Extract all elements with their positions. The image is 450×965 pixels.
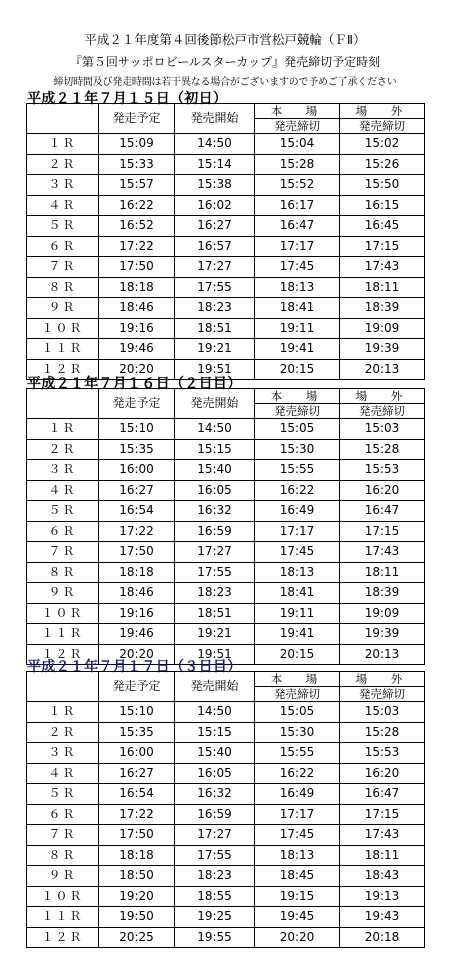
table-row: [27, 480, 425, 501]
off-track-close-cell: 18:11: [340, 562, 425, 583]
start-time-cell: 16:54: [99, 784, 175, 805]
start-time-cell: 18:50: [99, 866, 175, 887]
sales-open-cell: 16:05: [175, 763, 255, 784]
race-cell: ２Ｒ: [27, 154, 99, 175]
table-row: [27, 784, 425, 805]
sales-open-cell: 17:27: [175, 825, 255, 846]
sales-open-cell: 19:55: [175, 927, 255, 948]
main-venue-close-cell: 19:45: [255, 907, 340, 928]
race-cell: １２Ｒ: [27, 359, 99, 380]
off-track-close-cell: 19:39: [340, 339, 425, 360]
closing-label: 発売締切: [274, 687, 320, 701]
main-venue-close-cell: 20:15: [255, 359, 340, 380]
race-cell: ６Ｒ: [27, 804, 99, 825]
main-venue-close-cell: 15:55: [255, 460, 340, 481]
race-cell: ２Ｒ: [27, 439, 99, 460]
start-time-cell: 18:18: [99, 845, 175, 866]
sales-open-cell: 15:15: [175, 722, 255, 743]
table-row: [27, 460, 425, 481]
closing-label: 発売締切: [359, 119, 405, 133]
table-row: [27, 277, 425, 298]
race-cell: ５Ｒ: [27, 216, 99, 237]
race-cell: １２Ｒ: [27, 927, 99, 948]
sales-open-header: 発売開始: [175, 672, 255, 702]
off-track-close-cell: 19:13: [340, 886, 425, 907]
sales-open-cell: 16:32: [175, 784, 255, 805]
race-cell: ７Ｒ: [27, 542, 99, 563]
start-time-header: 発走予定: [99, 104, 175, 134]
table-row: [27, 562, 425, 583]
table-row: [27, 154, 425, 175]
start-time-cell: 17:22: [99, 521, 175, 542]
off-track-close-cell: 19:39: [340, 624, 425, 645]
sales-open-cell: 19:51: [175, 644, 255, 665]
start-time-cell: 16:00: [99, 460, 175, 481]
off-track-close-cell: 16:47: [340, 784, 425, 805]
off-track-close-cell: 17:15: [340, 521, 425, 542]
main-venue-close-cell: 17:45: [255, 542, 340, 563]
main-venue-close-cell: 18:45: [255, 866, 340, 887]
sales-open-cell: 17:55: [175, 277, 255, 298]
table-row: [27, 845, 425, 866]
main-venue-close-cell: 18:13: [255, 562, 340, 583]
race-header: [27, 672, 99, 702]
off-track-close-cell: 17:15: [340, 236, 425, 257]
main-venue-close-cell: 20:15: [255, 644, 340, 665]
sales-open-cell: 14:50: [175, 702, 255, 723]
main-venue-close-cell: 16:47: [255, 216, 340, 237]
closing-label: 発売締切: [359, 687, 405, 701]
race-cell: ９Ｒ: [27, 298, 99, 319]
race-cell: ５Ｒ: [27, 501, 99, 522]
off-track-label: 場 外: [340, 104, 424, 119]
race-cell: ８Ｒ: [27, 845, 99, 866]
start-time-cell: 15:35: [99, 722, 175, 743]
off-track-close-cell: 15:26: [340, 154, 425, 175]
race-cell: ９Ｒ: [27, 866, 99, 887]
document-subtitle: 『第５回サッポロビールスターカップ』発売締切予定時刻: [69, 55, 381, 69]
sales-open-cell: 19:51: [175, 359, 255, 380]
main-venue-close-cell: 16:17: [255, 195, 340, 216]
day-title: 平成２１年７月１６日（２日目）: [27, 376, 242, 392]
start-time-cell: 15:35: [99, 439, 175, 460]
start-time-cell: 19:16: [99, 318, 175, 339]
table-row: [27, 825, 425, 846]
race-cell: １１Ｒ: [27, 624, 99, 645]
main-venue-label: 本 場: [255, 104, 339, 119]
main-venue-close-cell: 19:41: [255, 624, 340, 645]
off-track-close-cell: 18:11: [340, 845, 425, 866]
start-time-header: 発走予定: [99, 389, 175, 419]
start-time-cell: 19:46: [99, 339, 175, 360]
race-cell: １１Ｒ: [27, 907, 99, 928]
race-cell: ７Ｒ: [27, 825, 99, 846]
main-venue-close-cell: 19:11: [255, 318, 340, 339]
main-venue-close-cell: 15:28: [255, 154, 340, 175]
sales-open-cell: 18:51: [175, 603, 255, 624]
start-time-cell: 17:50: [99, 825, 175, 846]
race-cell: １Ｒ: [27, 702, 99, 723]
race-cell: ４Ｒ: [27, 195, 99, 216]
sales-open-cell: 17:27: [175, 257, 255, 278]
main-venue-close-cell: 18:41: [255, 298, 340, 319]
race-cell: １Ｒ: [27, 134, 99, 155]
closing-label: 発売締切: [274, 404, 320, 418]
table-row: [27, 175, 425, 196]
race-cell: ９Ｒ: [27, 583, 99, 604]
sales-open-header: 発売開始: [175, 389, 255, 419]
table-row: [27, 257, 425, 278]
race-cell: １１Ｒ: [27, 339, 99, 360]
off-track-close-cell: 15:28: [340, 439, 425, 460]
start-time-cell: 19:20: [99, 886, 175, 907]
start-time-cell: 16:27: [99, 480, 175, 501]
main-venue-close-cell: 15:52: [255, 175, 340, 196]
main-venue-close-cell: 19:15: [255, 886, 340, 907]
sales-open-cell: 14:50: [175, 419, 255, 440]
table-row: [27, 542, 425, 563]
start-time-cell: 18:46: [99, 298, 175, 319]
table-row: [27, 702, 425, 723]
start-time-cell: 16:54: [99, 501, 175, 522]
off-track-close-cell: 19:09: [340, 603, 425, 624]
off-track-close-cell: 17:43: [340, 542, 425, 563]
main-venue-close-cell: 19:41: [255, 339, 340, 360]
race-cell: ８Ｒ: [27, 277, 99, 298]
main-venue-close-cell: 18:13: [255, 845, 340, 866]
sales-open-cell: 15:14: [175, 154, 255, 175]
off-track-close-cell: 18:43: [340, 866, 425, 887]
sales-open-cell: 15:15: [175, 439, 255, 460]
main-venue-close-cell: 16:22: [255, 763, 340, 784]
sales-open-cell: 18:23: [175, 866, 255, 887]
off-track-close-cell: 20:13: [340, 359, 425, 380]
table-row: [27, 763, 425, 784]
start-time-cell: 15:10: [99, 702, 175, 723]
start-time-cell: 19:46: [99, 624, 175, 645]
main-venue-close-cell: 16:49: [255, 784, 340, 805]
main-venue-close-cell: 15:04: [255, 134, 340, 155]
sales-open-cell: 17:55: [175, 845, 255, 866]
race-cell: １２Ｒ: [27, 644, 99, 665]
schedule-table: [26, 671, 425, 948]
sales-open-cell: 15:38: [175, 175, 255, 196]
start-time-cell: 16:52: [99, 216, 175, 237]
day-title: 平成２１年７月１７日（３日目）: [27, 659, 242, 675]
race-cell: ３Ｒ: [27, 743, 99, 764]
main-venue-close-cell: 20:20: [255, 927, 340, 948]
off-track-close-cell: 18:11: [340, 277, 425, 298]
main-venue-header: [255, 389, 340, 419]
race-header: [27, 104, 99, 134]
off-track-close-cell: 18:39: [340, 583, 425, 604]
start-time-cell: 20:20: [99, 644, 175, 665]
sales-open-cell: 15:40: [175, 743, 255, 764]
table-row: [27, 722, 425, 743]
off-track-close-cell: 16:20: [340, 763, 425, 784]
sales-open-cell: 16:59: [175, 521, 255, 542]
off-track-close-cell: 17:43: [340, 825, 425, 846]
table-row: [27, 927, 425, 948]
main-venue-close-cell: 17:45: [255, 825, 340, 846]
race-cell: １０Ｒ: [27, 318, 99, 339]
sales-open-cell: 18:23: [175, 583, 255, 604]
sales-open-cell: 16:32: [175, 501, 255, 522]
main-venue-close-cell: 16:49: [255, 501, 340, 522]
document-title: 平成２１年度第４回後節松戸市営松戸競輪（ＦⅡ）: [84, 32, 366, 47]
sales-open-header: 発売開始: [175, 104, 255, 134]
off-track-close-cell: 15:28: [340, 722, 425, 743]
main-venue-header: [255, 104, 340, 134]
table-row: [27, 501, 425, 522]
off-track-label: 場 外: [340, 672, 424, 687]
off-track-close-cell: 18:39: [340, 298, 425, 319]
race-cell: ５Ｒ: [27, 784, 99, 805]
sales-open-cell: 17:27: [175, 542, 255, 563]
race-cell: ２Ｒ: [27, 722, 99, 743]
sales-open-cell: 14:50: [175, 134, 255, 155]
table-row: [27, 419, 425, 440]
off-track-close-cell: 20:13: [340, 644, 425, 665]
table-header-row: [27, 672, 425, 702]
table-row: [27, 216, 425, 237]
off-track-label: 場 外: [340, 389, 424, 404]
notice-text: 締切時間及び発走時間は若干異なる場合がございますので予めご了承ください: [53, 77, 397, 88]
start-time-cell: 17:22: [99, 804, 175, 825]
main-venue-close-cell: 16:22: [255, 480, 340, 501]
off-track-close-cell: 15:03: [340, 702, 425, 723]
main-venue-close-cell: 18:41: [255, 583, 340, 604]
main-venue-close-cell: 17:17: [255, 236, 340, 257]
off-track-close-cell: 15:53: [340, 460, 425, 481]
table-row: [27, 866, 425, 887]
sales-open-cell: 16:27: [175, 216, 255, 237]
race-cell: ７Ｒ: [27, 257, 99, 278]
off-track-close-cell: 20:18: [340, 927, 425, 948]
off-track-close-cell: 19:09: [340, 318, 425, 339]
off-track-header: [340, 389, 425, 419]
start-time-cell: 16:22: [99, 195, 175, 216]
race-cell: ６Ｒ: [27, 236, 99, 257]
sales-open-cell: 16:59: [175, 804, 255, 825]
off-track-close-cell: 17:43: [340, 257, 425, 278]
race-header: [27, 389, 99, 419]
table-row: [27, 339, 425, 360]
off-track-close-cell: 15:53: [340, 743, 425, 764]
sales-open-cell: 17:55: [175, 562, 255, 583]
sales-open-cell: 16:57: [175, 236, 255, 257]
off-track-close-cell: 15:02: [340, 134, 425, 155]
start-time-cell: 19:16: [99, 603, 175, 624]
main-venue-close-cell: 15:30: [255, 439, 340, 460]
start-time-cell: 20:25: [99, 927, 175, 948]
table-row: [27, 134, 425, 155]
sales-open-cell: 18:55: [175, 886, 255, 907]
sales-open-cell: 15:40: [175, 460, 255, 481]
day-title: 平成２１年７月１５日（初日）: [27, 91, 228, 107]
table-row: [27, 583, 425, 604]
table-row: [27, 804, 425, 825]
main-venue-label: 本 場: [255, 672, 339, 687]
main-venue-close-cell: 15:05: [255, 702, 340, 723]
race-cell: １Ｒ: [27, 419, 99, 440]
start-time-cell: 18:18: [99, 277, 175, 298]
start-time-cell: 16:27: [99, 763, 175, 784]
sales-open-cell: 18:51: [175, 318, 255, 339]
off-track-close-cell: 15:03: [340, 419, 425, 440]
race-cell: ６Ｒ: [27, 521, 99, 542]
race-cell: ４Ｒ: [27, 480, 99, 501]
off-track-close-cell: 17:15: [340, 804, 425, 825]
race-cell: ４Ｒ: [27, 763, 99, 784]
main-venue-header: [255, 672, 340, 702]
start-time-header: 発走予定: [99, 672, 175, 702]
schedule-table: [26, 388, 425, 665]
main-venue-close-cell: 15:05: [255, 419, 340, 440]
sales-open-cell: 19:21: [175, 624, 255, 645]
table-header-row: [27, 389, 425, 419]
start-time-cell: 16:00: [99, 743, 175, 764]
off-track-close-cell: 19:43: [340, 907, 425, 928]
off-track-close-cell: 16:15: [340, 195, 425, 216]
start-time-cell: 20:20: [99, 359, 175, 380]
table-row: [27, 886, 425, 907]
main-venue-close-cell: 15:55: [255, 743, 340, 764]
sales-open-cell: 18:23: [175, 298, 255, 319]
off-track-header: [340, 104, 425, 134]
off-track-header: [340, 672, 425, 702]
sales-open-cell: 16:05: [175, 480, 255, 501]
race-cell: ３Ｒ: [27, 175, 99, 196]
off-track-close-cell: 16:20: [340, 480, 425, 501]
table-row: [27, 195, 425, 216]
table-row: [27, 298, 425, 319]
start-time-cell: 18:18: [99, 562, 175, 583]
table-row: [27, 236, 425, 257]
race-cell: １０Ｒ: [27, 603, 99, 624]
table-header-row: [27, 104, 425, 134]
start-time-cell: 15:10: [99, 419, 175, 440]
table-row: [27, 603, 425, 624]
main-venue-close-cell: 17:17: [255, 804, 340, 825]
sales-open-cell: 16:02: [175, 195, 255, 216]
off-track-close-cell: 16:47: [340, 501, 425, 522]
main-venue-close-cell: 17:17: [255, 521, 340, 542]
start-time-cell: 17:50: [99, 542, 175, 563]
table-row: [27, 521, 425, 542]
main-venue-close-cell: 17:45: [255, 257, 340, 278]
main-venue-close-cell: 19:11: [255, 603, 340, 624]
schedule-table: [26, 103, 425, 380]
off-track-close-cell: 15:50: [340, 175, 425, 196]
table-row: [27, 318, 425, 339]
start-time-cell: 17:22: [99, 236, 175, 257]
off-track-close-cell: 16:45: [340, 216, 425, 237]
sales-open-cell: 19:21: [175, 339, 255, 360]
table-row: [27, 624, 425, 645]
main-venue-label: 本 場: [255, 389, 339, 404]
sales-open-cell: 19:25: [175, 907, 255, 928]
table-row: [27, 907, 425, 928]
table-row: [27, 439, 425, 460]
race-cell: ８Ｒ: [27, 562, 99, 583]
start-time-cell: 15:57: [99, 175, 175, 196]
start-time-cell: 19:50: [99, 907, 175, 928]
closing-label: 発売締切: [274, 119, 320, 133]
start-time-cell: 18:46: [99, 583, 175, 604]
race-cell: ３Ｒ: [27, 460, 99, 481]
table-row: [27, 743, 425, 764]
closing-label: 発売締切: [359, 404, 405, 418]
main-venue-close-cell: 18:13: [255, 277, 340, 298]
race-cell: １０Ｒ: [27, 886, 99, 907]
start-time-cell: 15:33: [99, 154, 175, 175]
main-venue-close-cell: 15:30: [255, 722, 340, 743]
start-time-cell: 17:50: [99, 257, 175, 278]
start-time-cell: 15:09: [99, 134, 175, 155]
